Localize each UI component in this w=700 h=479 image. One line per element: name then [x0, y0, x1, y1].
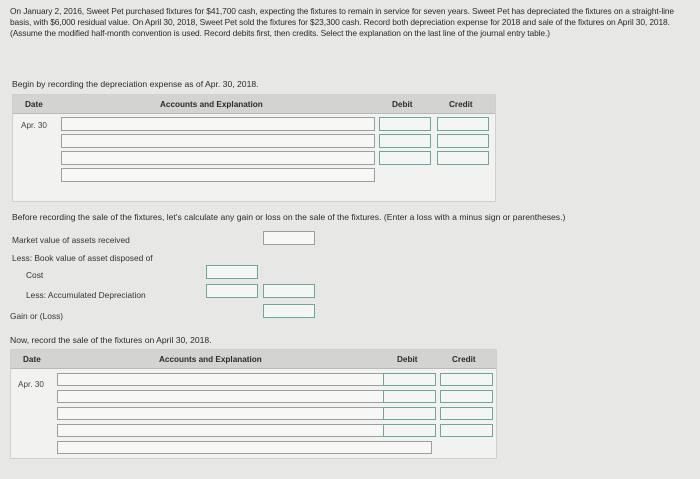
account-field-4[interactable]	[57, 424, 432, 437]
market-value-field[interactable]	[263, 231, 315, 245]
credit-field-3[interactable]	[437, 151, 489, 165]
account-field-2[interactable]	[61, 134, 375, 148]
credit-field-2[interactable]	[437, 134, 489, 148]
sale-journal-table	[10, 349, 497, 459]
debit-field-2[interactable]	[379, 134, 431, 148]
debit-header: Debit	[392, 100, 413, 109]
accumulated-depreciation-label: Less: Accumulated Depreciation	[26, 290, 146, 300]
credit-field-3[interactable]	[440, 407, 493, 420]
date-header: Date	[25, 100, 43, 109]
problem-statement: On January 2, 2016, Sweet Pet purchased fixtures for $41,700 cash, expecting the fixtures to remain in service for seven years. Sweet Pet has depreciated the fixtures on a straight-line basis, with $6,000 residual value. On April 30, 2018, Sweet Pet sold the fixtures for $23,300 cash. Record both depreciation expense for 2018 and sale of the fixtures on April 30, 2018. (Assume the modified half-month convention is used. Record debits first, then credits. Select the explanation on the last line of the journal entry table.)	[10, 6, 674, 38]
entry-date: Apr. 30	[21, 121, 47, 130]
debit-field-4[interactable]	[383, 424, 436, 437]
debit-header: Debit	[397, 355, 418, 364]
less-book-value-label: Less: Book value of asset disposed of	[12, 253, 153, 263]
account-field-1[interactable]	[57, 373, 432, 386]
debit-field-3[interactable]	[383, 407, 436, 420]
credit-header: Credit	[452, 355, 476, 364]
gain-loss-field[interactable]	[263, 304, 315, 318]
explanation-field[interactable]	[61, 168, 375, 182]
book-value-field[interactable]	[263, 284, 315, 298]
gain-loss-label: Gain or (Loss)	[10, 311, 64, 321]
debit-field-1[interactable]	[383, 373, 436, 386]
credit-field-1[interactable]	[440, 373, 493, 386]
credit-header: Credit	[449, 100, 473, 109]
journal-header	[13, 95, 495, 114]
debit-field-2[interactable]	[383, 390, 436, 403]
step1-instruction: Begin by recording the depreciation expense as of Apr. 30, 2018.	[12, 79, 259, 89]
account-field-2[interactable]	[57, 390, 432, 403]
debit-field-3[interactable]	[379, 151, 431, 165]
account-field-3[interactable]	[57, 407, 432, 420]
account-field-3[interactable]	[61, 151, 375, 165]
cost-label: Cost	[26, 270, 44, 280]
accounts-header: Accounts and Explanation	[159, 355, 262, 364]
accumulated-depreciation-field[interactable]	[206, 284, 258, 298]
credit-field-4[interactable]	[440, 424, 493, 437]
depreciation-journal-table	[12, 94, 496, 202]
credit-field-1[interactable]	[437, 117, 489, 131]
debit-field-1[interactable]	[379, 117, 431, 131]
account-field-1[interactable]	[61, 117, 375, 131]
accounts-header: Accounts and Explanation	[160, 100, 263, 109]
journal-header	[11, 350, 496, 369]
step2-instruction: Before recording the sale of the fixtures, let's calculate any gain or loss on the sale of the fixtures. (Enter a loss with a minus sign or parentheses.)	[12, 212, 566, 222]
cost-field[interactable]	[206, 265, 258, 279]
step3-instruction: Now, record the sale of the fixtures on April 30, 2018.	[10, 335, 212, 345]
entry-date: Apr. 30	[18, 380, 44, 389]
explanation-field[interactable]	[57, 441, 432, 454]
credit-field-2[interactable]	[440, 390, 493, 403]
date-header: Date	[23, 355, 41, 364]
market-value-label: Market value of assets received	[12, 235, 130, 245]
